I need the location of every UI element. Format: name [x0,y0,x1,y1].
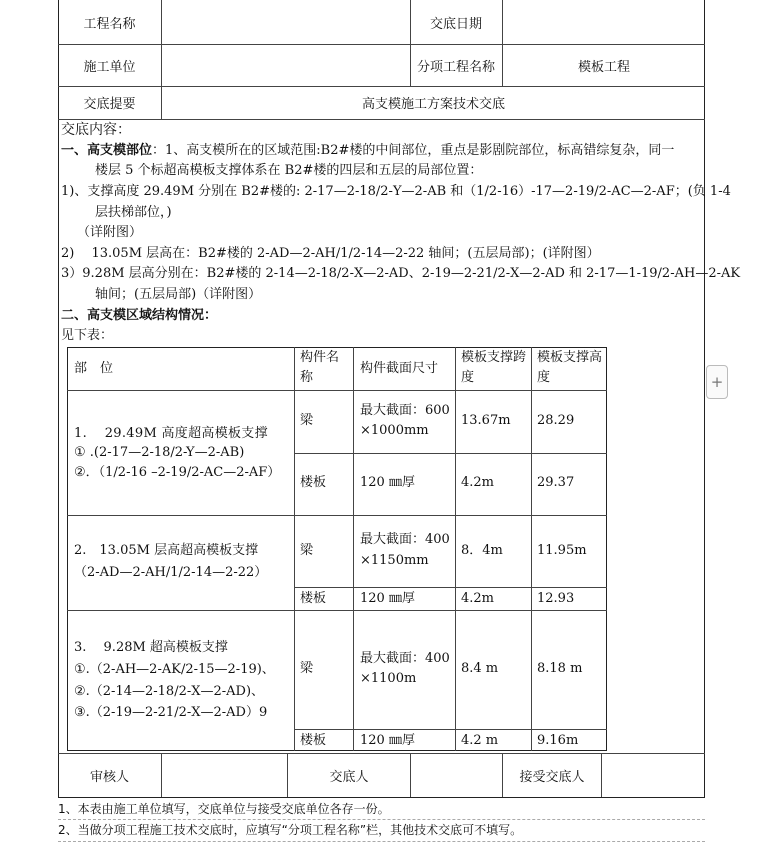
table-header-height: 模板支撑高度 [537,350,603,385]
height-value: 8.18 m [537,661,583,676]
table-col-divider [353,347,354,751]
section-2-text: 见下表： [61,328,114,343]
section-1-item1c: （详附图） [77,225,143,240]
section-line: 120 ㎜厚 [360,475,415,490]
table-row-divider [67,515,607,516]
table-header-span: 模板支撑跨度 [461,350,527,385]
date-label: 交底日期 [429,16,482,32]
summary-value: 高支模施工方案技术交底 [361,97,505,112]
table-row-divider [294,587,607,588]
part-3-line-2: ①.（2-AH—2-AK/2-15—2-19)、 [74,662,275,677]
component-slab: 楼板 [300,591,327,606]
height-value: 9.16m [537,733,579,748]
section-2-title: 二、高支模区域结构情况： [61,308,218,323]
section-line: 120 ㎜厚 [360,591,415,606]
component-slab: 楼板 [300,475,327,490]
date-field[interactable] [503,0,705,44]
section-1-line2: 楼层 5 个标超高模板支撑体系在 B2#楼的四层和五层的局部位置： [95,163,483,178]
row-divider [58,797,705,798]
table-col-divider [531,347,532,751]
project-name-label: 工程名称 [83,16,136,32]
span-value: 4.2 m [461,733,499,748]
table-header-section: 构件截面尺寸 [360,361,439,376]
section-1-item2: 2) 13.05M 层高在：B2#楼的 2-AD—2-AH/1/2-14—2-22 轴间；(五层局部)；(详附图） [61,246,600,261]
section-1-item3b: 轴间；(五层局部)（详附图） [95,287,262,302]
section-line: 最大截面：400 [360,651,450,666]
summary-label: 交底提要 [83,97,136,112]
span-value: 8.4 m [461,661,499,676]
section-line: ×1000mm [360,423,429,438]
section-1-item1: 1)、支撑高度 29.49M 分别在 B2#楼的: 2-17—2-18/2-Y—2-AB 和（1/2-16）-17—2-19/2-AC—2-AF；(负 1-4 [61,184,731,199]
component-beam: 梁 [300,543,314,558]
content-intro: 交底内容： [61,122,131,138]
sub-project-label: 分项工程名称 [416,59,495,75]
part-3-line-4: ③.（2-19—2-21/2-X—2-AD）9 [74,705,268,720]
height-value: 29.37 [537,475,575,490]
component-beam: 梁 [300,413,314,428]
table-col-divider [294,347,295,751]
construction-unit-field[interactable] [162,44,410,86]
construction-unit-label: 施工单位 [83,59,136,75]
section-line: ×1100m [360,671,417,686]
discloser-label: 交底人 [329,769,369,785]
height-value: 11.95m [537,543,587,558]
section-1-item1b: 层扶梯部位，) [95,205,172,220]
span-value: 4.2m [461,475,495,490]
span-value: 13.67m [461,413,511,428]
note-1: 1、本表由施工单位填写，交底单位与接受交底单位各存一份。 [58,802,390,816]
sub-project-value: 模板工程 [577,59,630,75]
table-row-divider [67,610,607,611]
part-3-line-1: 3. 9.28M 超高模板支撑 [74,640,228,655]
section-line: 最大截面：600 [360,403,450,418]
span-value: 4.2m [461,591,495,606]
span-value: 8．4m [461,543,503,558]
table-row-divider [294,453,607,454]
part-1-line-1: 1. 29.49M 高度超高模板支撑 [74,426,268,441]
component-beam: 梁 [300,661,314,676]
section-line: 120 ㎜厚 [360,733,415,748]
part-2-line-2: （2-AD—2-AH/1/2-14—2-22） [74,565,268,580]
receiver-field[interactable] [602,753,705,797]
table-header-component: 构件名称 [300,350,340,385]
height-value: 28.29 [537,413,575,428]
add-row-button[interactable] [706,365,728,399]
table-header-part: 部 位 [74,361,114,376]
part-3-line-3: ②.（2-14—2-18/2-X—2-AD)、 [74,684,265,699]
part-1-line-2: ① .(2-17—2-18/2-Y—2-AB) [74,445,245,460]
section-line: 最大截面：400 [360,532,450,547]
part-2-line-1: 2. 13.05M 层高超高模板支撑 [74,543,259,558]
section-1-title: 一、高支模部位 [61,143,153,158]
reviewer-label: 审核人 [89,769,129,785]
table-row-divider [294,729,607,730]
note-divider [58,841,705,842]
project-name-field[interactable] [162,0,410,44]
note-divider [58,819,705,820]
plus-icon: + [710,373,724,391]
component-slab: 楼板 [300,733,327,748]
section-1-text: ：1、高支模所在的区域范围:B2#楼的中间部位，重点是影剧院部位，标高错综复杂，同一 [152,143,675,158]
section-1 [61,142,674,160]
part-1-line-3: ②．（1/2-16 –2-19/2-AC—2-AF） [74,465,281,480]
table-col-divider [455,347,456,751]
section-line: ×1150mm [360,553,429,568]
height-value: 12.93 [537,591,575,606]
reviewer-field[interactable] [162,753,287,797]
table-row-divider [67,390,607,391]
section-1-item3: 3）9.28M 层高分别在：B2#楼的 2-14—2-18/2-X—2-AD、2-19—2-21/2-X—2-AD 和 2-17—1-19/2-AH—2-AK [61,266,741,281]
row-divider [58,119,705,120]
discloser-field[interactable] [411,753,502,797]
receiver-label: 接受交底人 [519,769,585,785]
note-2: 2、当做分项工程施工技术交底时，应填写“分项工程名称”栏，其他技术交底可不填写。 [58,823,523,837]
